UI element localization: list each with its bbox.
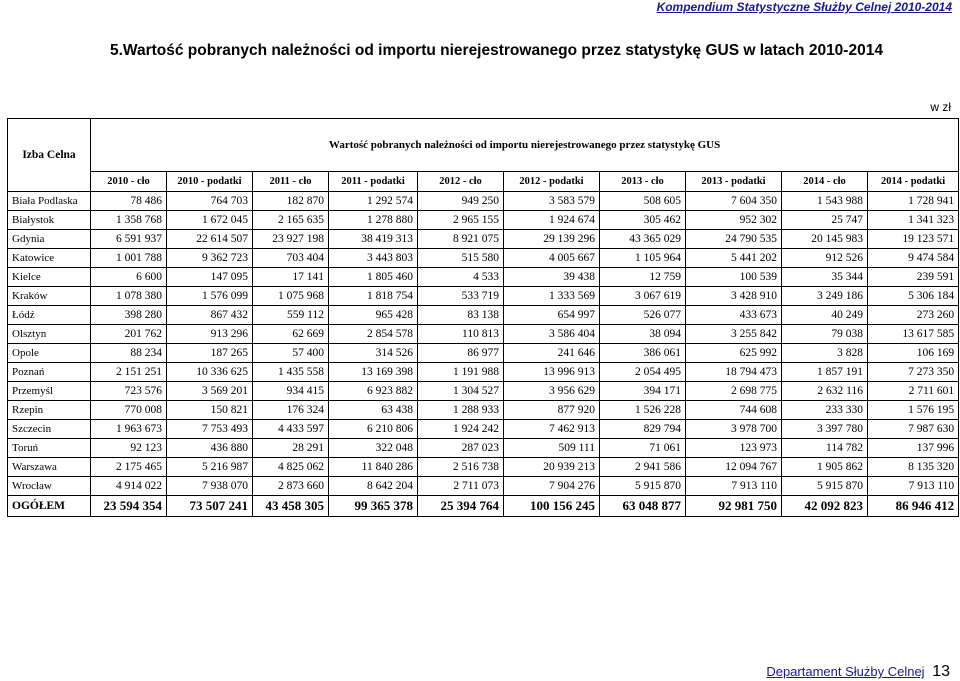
value-cell: 137 996 [868, 439, 959, 458]
value-cell: 305 462 [600, 211, 686, 230]
value-cell: 24 790 535 [686, 230, 782, 249]
value-cell: 508 605 [600, 192, 686, 211]
publication-header: Kompendium Statystyczne Służby Celnej 2010-2014 [656, 0, 952, 14]
value-cell: 867 432 [167, 306, 253, 325]
value-cell: 4 433 597 [253, 420, 329, 439]
value-cell: 4 005 667 [504, 249, 600, 268]
value-cell: 38 419 313 [329, 230, 418, 249]
value-cell: 1 333 569 [504, 287, 600, 306]
value-cell: 386 061 [600, 344, 686, 363]
value-cell: 1 526 228 [600, 401, 686, 420]
value-cell: 7 753 493 [167, 420, 253, 439]
total-value-cell: 43 458 305 [253, 496, 329, 517]
value-cell: 1 576 099 [167, 287, 253, 306]
value-cell: 509 111 [504, 439, 600, 458]
value-cell: 559 112 [253, 306, 329, 325]
value-cell: 1 288 933 [418, 401, 504, 420]
value-cell: 3 443 803 [329, 249, 418, 268]
value-cell: 92 123 [91, 439, 167, 458]
value-cell: 3 583 579 [504, 192, 600, 211]
value-cell: 1 924 674 [504, 211, 600, 230]
value-cell: 2 854 578 [329, 325, 418, 344]
value-cell: 1 078 380 [91, 287, 167, 306]
value-cell: 12 759 [600, 268, 686, 287]
data-table [7, 118, 959, 517]
value-cell: 5 441 202 [686, 249, 782, 268]
value-cell: 22 614 507 [167, 230, 253, 249]
value-cell: 4 914 022 [91, 477, 167, 496]
table-row [8, 439, 959, 458]
value-cell: 2 632 116 [782, 382, 868, 401]
value-cell: 86 977 [418, 344, 504, 363]
value-cell: 39 438 [504, 268, 600, 287]
value-cell: 1 278 880 [329, 211, 418, 230]
total-value-cell: 42 092 823 [782, 496, 868, 517]
value-cell: 17 141 [253, 268, 329, 287]
value-cell: 182 870 [253, 192, 329, 211]
value-cell: 1 576 195 [868, 401, 959, 420]
value-cell: 1 358 768 [91, 211, 167, 230]
value-cell: 13 996 913 [504, 363, 600, 382]
izba-name: Biała Podlaska [8, 192, 91, 211]
value-cell: 2 965 155 [418, 211, 504, 230]
table-row [8, 458, 959, 477]
value-cell: 5 216 987 [167, 458, 253, 477]
value-cell: 3 397 780 [782, 420, 868, 439]
column-header: 2011 - podatki [329, 172, 418, 192]
value-cell: 187 265 [167, 344, 253, 363]
table-row [8, 211, 959, 230]
value-cell: 1 435 558 [253, 363, 329, 382]
izba-name: Kielce [8, 268, 91, 287]
value-cell: 123 973 [686, 439, 782, 458]
value-cell: 7 913 110 [868, 477, 959, 496]
value-cell: 20 939 213 [504, 458, 600, 477]
izba-name: Białystok [8, 211, 91, 230]
value-cell: 12 094 767 [686, 458, 782, 477]
value-cell: 71 061 [600, 439, 686, 458]
value-cell: 38 094 [600, 325, 686, 344]
column-header: 2010 - cło [91, 172, 167, 192]
izba-name: Opole [8, 344, 91, 363]
column-header: 2013 - podatki [686, 172, 782, 192]
value-cell: 744 608 [686, 401, 782, 420]
value-cell: 394 171 [600, 382, 686, 401]
value-cell: 3 828 [782, 344, 868, 363]
value-cell: 25 747 [782, 211, 868, 230]
izba-name: Warszawa [8, 458, 91, 477]
value-cell: 79 038 [782, 325, 868, 344]
value-cell: 2 873 660 [253, 477, 329, 496]
table-body [8, 192, 959, 517]
value-cell: 1 191 988 [418, 363, 504, 382]
table-row [8, 192, 959, 211]
value-cell: 2 175 465 [91, 458, 167, 477]
value-cell: 9 474 584 [868, 249, 959, 268]
izba-name: Katowice [8, 249, 91, 268]
column-header: 2010 - podatki [167, 172, 253, 192]
value-cell: 3 956 629 [504, 382, 600, 401]
izba-name: Kraków [8, 287, 91, 306]
value-cell: 287 023 [418, 439, 504, 458]
value-cell: 1 924 242 [418, 420, 504, 439]
value-cell: 1 292 574 [329, 192, 418, 211]
table-row [8, 325, 959, 344]
table-row [8, 287, 959, 306]
value-cell: 40 249 [782, 306, 868, 325]
total-label: OGÓŁEM [8, 496, 91, 517]
department-link[interactable]: Departament Służby Celnej [766, 664, 925, 679]
value-cell: 5 915 870 [782, 477, 868, 496]
value-cell: 3 569 201 [167, 382, 253, 401]
value-cell: 57 400 [253, 344, 329, 363]
table-row [8, 420, 959, 439]
value-cell: 6 923 882 [329, 382, 418, 401]
value-cell: 1 857 191 [782, 363, 868, 382]
column-header: 2014 - podatki [868, 172, 959, 192]
value-cell: 1 905 862 [782, 458, 868, 477]
value-cell: 83 138 [418, 306, 504, 325]
value-cell: 11 840 286 [329, 458, 418, 477]
table-row [8, 363, 959, 382]
value-cell: 314 526 [329, 344, 418, 363]
value-cell: 114 782 [782, 439, 868, 458]
total-value-cell: 99 365 378 [329, 496, 418, 517]
value-cell: 1 672 045 [167, 211, 253, 230]
value-cell: 2 165 635 [253, 211, 329, 230]
value-cell: 965 428 [329, 306, 418, 325]
value-cell: 20 145 983 [782, 230, 868, 249]
value-cell: 934 415 [253, 382, 329, 401]
value-cell: 877 920 [504, 401, 600, 420]
value-cell: 770 008 [91, 401, 167, 420]
value-cell: 6 600 [91, 268, 167, 287]
value-cell: 829 794 [600, 420, 686, 439]
izba-name: Gdynia [8, 230, 91, 249]
total-row [8, 496, 959, 517]
value-cell: 2 054 495 [600, 363, 686, 382]
izba-name: Łódź [8, 306, 91, 325]
value-cell: 1 543 988 [782, 192, 868, 211]
table-row [8, 249, 959, 268]
value-cell: 3 428 910 [686, 287, 782, 306]
value-cell: 7 604 350 [686, 192, 782, 211]
value-cell: 952 302 [686, 211, 782, 230]
total-value-cell: 73 507 241 [167, 496, 253, 517]
value-cell: 9 362 723 [167, 249, 253, 268]
value-cell: 4 825 062 [253, 458, 329, 477]
column-header: 2012 - cło [418, 172, 504, 192]
value-cell: 4 533 [418, 268, 504, 287]
table-row [8, 230, 959, 249]
value-cell: 176 324 [253, 401, 329, 420]
column-header-row [8, 172, 959, 192]
value-cell: 436 880 [167, 439, 253, 458]
value-cell: 949 250 [418, 192, 504, 211]
value-cell: 2 941 586 [600, 458, 686, 477]
page-number: 13 [932, 663, 950, 680]
value-cell: 6 591 937 [91, 230, 167, 249]
main-header: Wartość pobranych należności od importu nierejestrowanego przez statystykę GUS [91, 119, 959, 172]
total-value-cell: 23 594 354 [91, 496, 167, 517]
value-cell: 2 698 775 [686, 382, 782, 401]
value-cell: 764 703 [167, 192, 253, 211]
footer [766, 663, 950, 681]
value-cell: 78 486 [91, 192, 167, 211]
value-cell: 533 719 [418, 287, 504, 306]
table-row [8, 401, 959, 420]
value-cell: 43 365 029 [600, 230, 686, 249]
value-cell: 1 105 964 [600, 249, 686, 268]
page-title: 5.Wartość pobranych należności od importu nierejestrowanego przez statystykę GUS w latach 2010-2014 [110, 42, 883, 59]
value-cell: 1 001 788 [91, 249, 167, 268]
value-cell: 7 913 110 [686, 477, 782, 496]
value-cell: 8 642 204 [329, 477, 418, 496]
table-row [8, 477, 959, 496]
value-cell: 1 075 968 [253, 287, 329, 306]
value-cell: 913 296 [167, 325, 253, 344]
total-value-cell: 100 156 245 [504, 496, 600, 517]
value-cell: 912 526 [782, 249, 868, 268]
value-cell: 273 260 [868, 306, 959, 325]
value-cell: 515 580 [418, 249, 504, 268]
total-value-cell: 25 394 764 [418, 496, 504, 517]
value-cell: 239 591 [868, 268, 959, 287]
value-cell: 13 617 585 [868, 325, 959, 344]
column-header: 2014 - cło [782, 172, 868, 192]
value-cell: 2 711 073 [418, 477, 504, 496]
table-row [8, 382, 959, 401]
value-cell: 233 330 [782, 401, 868, 420]
value-cell: 150 821 [167, 401, 253, 420]
value-cell: 625 992 [686, 344, 782, 363]
value-cell: 3 249 186 [782, 287, 868, 306]
table-row [8, 268, 959, 287]
value-cell: 2 151 251 [91, 363, 167, 382]
value-cell: 241 646 [504, 344, 600, 363]
izba-name: Toruń [8, 439, 91, 458]
value-cell: 23 927 198 [253, 230, 329, 249]
value-cell: 433 673 [686, 306, 782, 325]
value-cell: 398 280 [91, 306, 167, 325]
total-value-cell: 86 946 412 [868, 496, 959, 517]
table-row [8, 306, 959, 325]
izba-name: Poznań [8, 363, 91, 382]
total-value-cell: 63 048 877 [600, 496, 686, 517]
value-cell: 19 123 571 [868, 230, 959, 249]
value-cell: 3 586 404 [504, 325, 600, 344]
value-cell: 35 344 [782, 268, 868, 287]
value-cell: 7 273 350 [868, 363, 959, 382]
column-header: 2011 - cło [253, 172, 329, 192]
value-cell: 703 404 [253, 249, 329, 268]
izba-name: Wrocław [8, 477, 91, 496]
value-cell: 18 794 473 [686, 363, 782, 382]
value-cell: 6 210 806 [329, 420, 418, 439]
value-cell: 1 341 323 [868, 211, 959, 230]
value-cell: 3 978 700 [686, 420, 782, 439]
izba-name: Przemyśl [8, 382, 91, 401]
value-cell: 723 576 [91, 382, 167, 401]
value-cell: 147 095 [167, 268, 253, 287]
izba-name: Olsztyn [8, 325, 91, 344]
izba-name: Szczecin [8, 420, 91, 439]
value-cell: 106 169 [868, 344, 959, 363]
value-cell: 1 963 673 [91, 420, 167, 439]
total-value-cell: 92 981 750 [686, 496, 782, 517]
izba-celna-header: Izba Celna [8, 119, 91, 192]
value-cell: 28 291 [253, 439, 329, 458]
value-cell: 13 169 398 [329, 363, 418, 382]
value-cell: 8 921 075 [418, 230, 504, 249]
value-cell: 1 728 941 [868, 192, 959, 211]
value-cell: 3 067 619 [600, 287, 686, 306]
value-cell: 88 234 [91, 344, 167, 363]
value-cell: 7 938 070 [167, 477, 253, 496]
value-cell: 2 516 738 [418, 458, 504, 477]
value-cell: 1 805 460 [329, 268, 418, 287]
value-cell: 5 915 870 [600, 477, 686, 496]
value-cell: 62 669 [253, 325, 329, 344]
value-cell: 63 438 [329, 401, 418, 420]
value-cell: 7 904 276 [504, 477, 600, 496]
value-cell: 3 255 842 [686, 325, 782, 344]
value-cell: 29 139 296 [504, 230, 600, 249]
value-cell: 1 818 754 [329, 287, 418, 306]
value-cell: 7 987 630 [868, 420, 959, 439]
value-cell: 5 306 184 [868, 287, 959, 306]
value-cell: 1 304 527 [418, 382, 504, 401]
unit-label: w zł [930, 100, 951, 114]
column-header: 2013 - cło [600, 172, 686, 192]
table-row [8, 344, 959, 363]
value-cell: 201 762 [91, 325, 167, 344]
value-cell: 110 813 [418, 325, 504, 344]
column-header: 2012 - podatki [504, 172, 600, 192]
value-cell: 10 336 625 [167, 363, 253, 382]
value-cell: 2 711 601 [868, 382, 959, 401]
value-cell: 654 997 [504, 306, 600, 325]
value-cell: 322 048 [329, 439, 418, 458]
value-cell: 8 135 320 [868, 458, 959, 477]
izba-name: Rzepin [8, 401, 91, 420]
value-cell: 526 077 [600, 306, 686, 325]
value-cell: 7 462 913 [504, 420, 600, 439]
value-cell: 100 539 [686, 268, 782, 287]
